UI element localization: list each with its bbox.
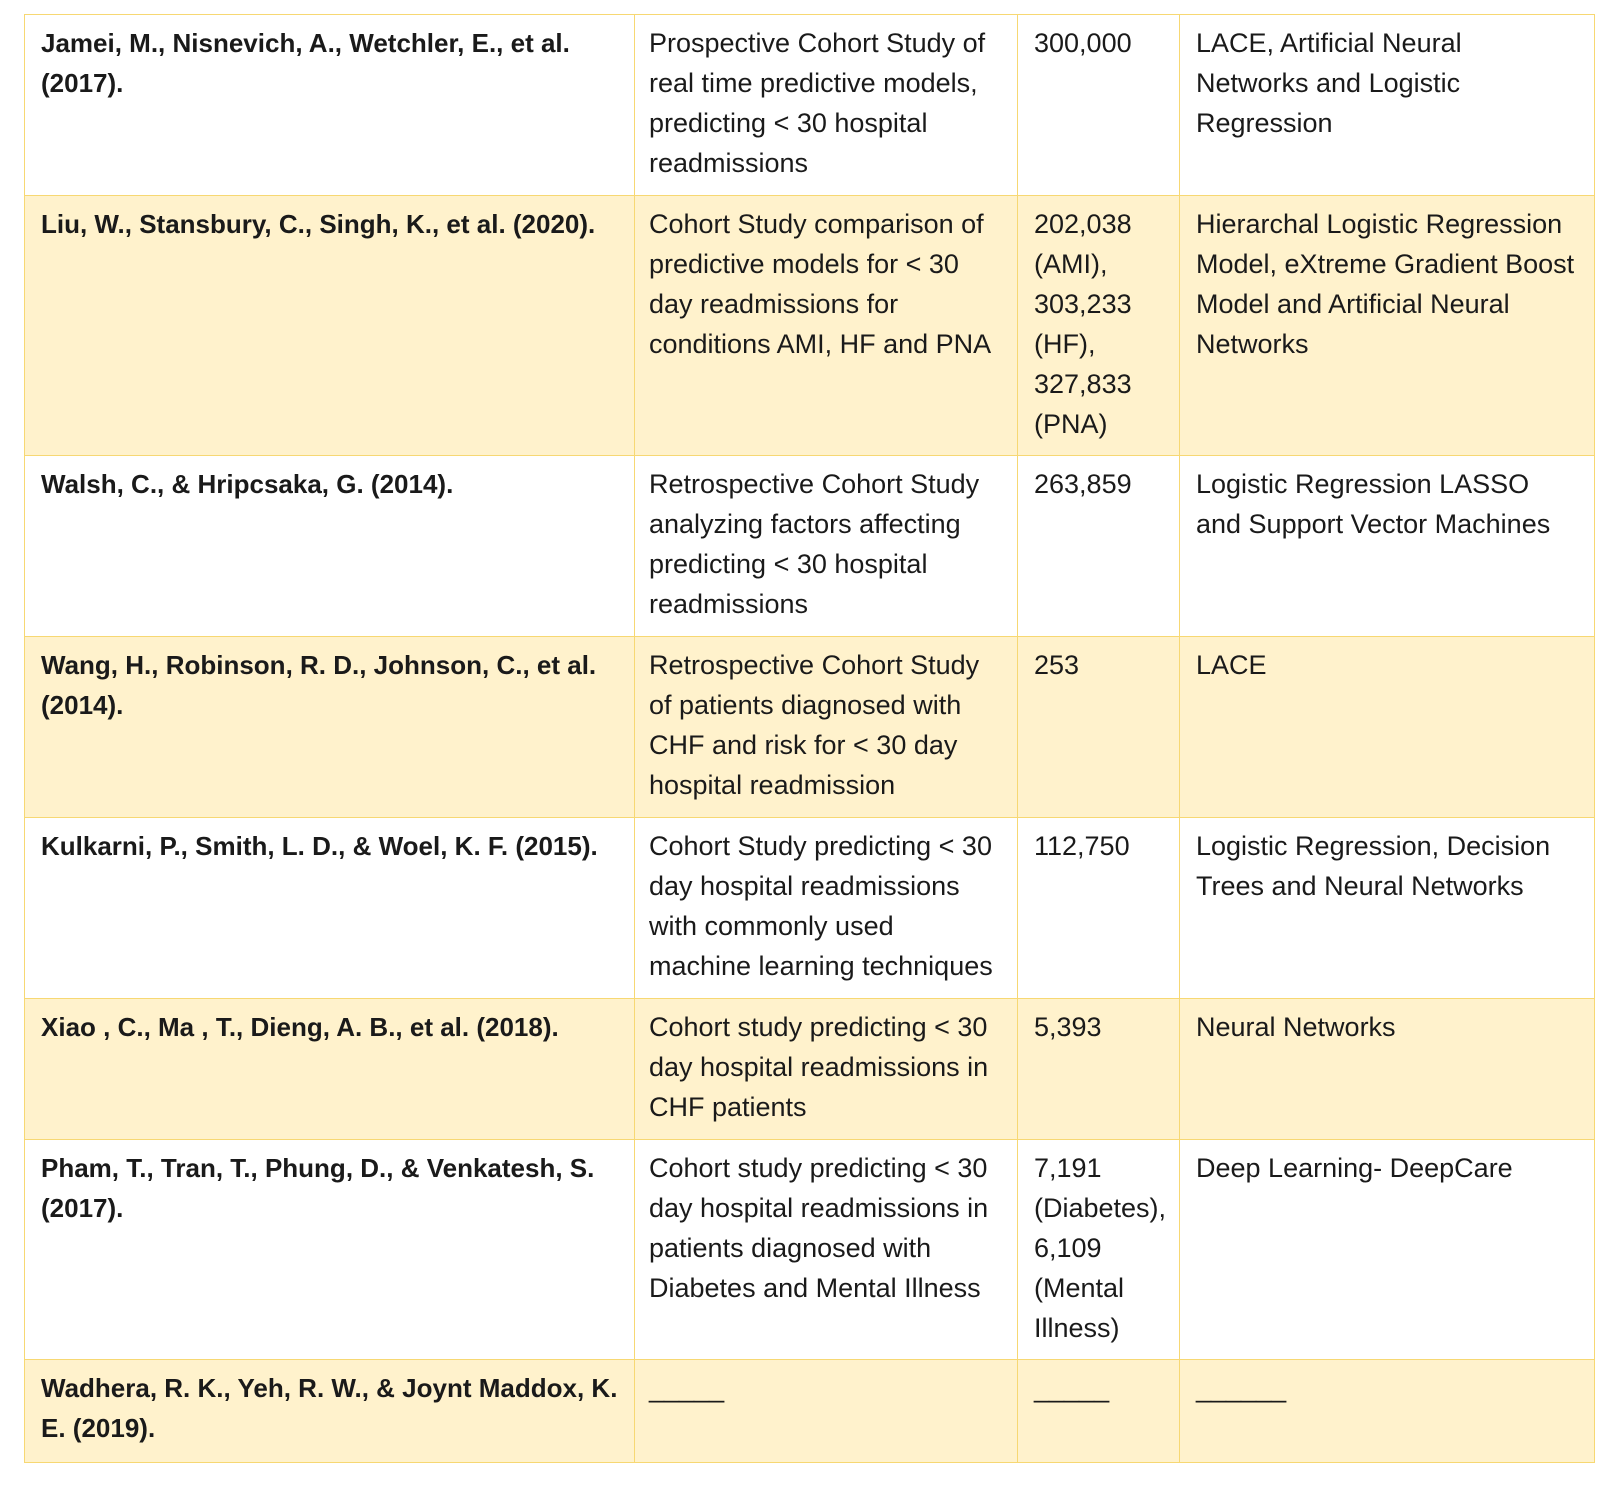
sample-size-cell: 300,000 (1018, 15, 1180, 196)
table-row (25, 637, 1595, 818)
model-cell: ______ (1180, 1360, 1595, 1463)
study-design-cell: _____ (635, 1360, 1018, 1463)
sample-size-cell: 263,859 (1018, 456, 1180, 637)
table-row (25, 1360, 1595, 1463)
study-design-cell: Cohort study predicting < 30 day hospital readmissions in CHF patients (635, 999, 1018, 1140)
study-design-cell: Cohort study predicting < 30 day hospital readmissions in patients diagnosed with Diabetes and Mental Illness (635, 1140, 1018, 1360)
author-cell: Walsh, C., & Hripcsaka, G. (2014). (25, 456, 635, 637)
author-cell: Pham, T., Tran, T., Phung, D., & Venkatesh, S. (2017). (25, 1140, 635, 1360)
study-design-cell: Retrospective Cohort Study analyzing factors affecting predicting < 30 hospital readmissions (635, 456, 1018, 637)
table-row (25, 196, 1595, 456)
author-cell: Xiao , C., Ma , T., Dieng, A. B., et al. (2018). (25, 999, 635, 1140)
model-cell: Hierarchal Logistic Regression Model, eXtreme Gradient Boost Model and Artificial Neural Networks (1180, 196, 1595, 456)
literature-table (24, 14, 1595, 1463)
sample-size-cell: 112,750 (1018, 818, 1180, 999)
model-cell: Logistic Regression LASSO and Support Vector Machines (1180, 456, 1595, 637)
model-cell: Neural Networks (1180, 999, 1595, 1140)
model-cell: Deep Learning- DeepCare (1180, 1140, 1595, 1360)
table-row (25, 818, 1595, 999)
sample-size-cell: 5,393 (1018, 999, 1180, 1140)
study-design-cell: Retrospective Cohort Study of patients diagnosed with CHF and risk for < 30 day hospital readmission (635, 637, 1018, 818)
sample-size-cell: _____ (1018, 1360, 1180, 1463)
author-cell: Wang, H., Robinson, R. D., Johnson, C., et al. (2014). (25, 637, 635, 818)
table-row (25, 999, 1595, 1140)
sample-size-cell: 7,191 (Diabetes), 6,109 (Mental Illness) (1018, 1140, 1180, 1360)
author-cell: Kulkarni, P., Smith, L. D., & Woel, K. F. (2015). (25, 818, 635, 999)
author-cell: Liu, W., Stansbury, C., Singh, K., et al. (2020). (25, 196, 635, 456)
table-row (25, 1140, 1595, 1360)
sample-size-cell: 253 (1018, 637, 1180, 818)
study-design-cell: Prospective Cohort Study of real time predictive models, predicting < 30 hospital readmissions (635, 15, 1018, 196)
author-cell: Jamei, M., Nisnevich, A., Wetchler, E., et al. (2017). (25, 15, 635, 196)
model-cell: LACE (1180, 637, 1595, 818)
table-row (25, 15, 1595, 196)
sample-size-cell: 202,038 (AMI), 303,233 (HF), 327,833 (PNA) (1018, 196, 1180, 456)
model-cell: Logistic Regression, Decision Trees and Neural Networks (1180, 818, 1595, 999)
study-design-cell: Cohort Study predicting < 30 day hospital readmissions with commonly used machine learning techniques (635, 818, 1018, 999)
study-design-cell: Cohort Study comparison of predictive models for < 30 day readmissions for conditions AMI, HF and PNA (635, 196, 1018, 456)
table-row (25, 456, 1595, 637)
model-cell: LACE, Artificial Neural Networks and Logistic Regression (1180, 15, 1595, 196)
author-cell: Wadhera, R. K., Yeh, R. W., & Joynt Maddox, K. E. (2019). (25, 1360, 635, 1463)
